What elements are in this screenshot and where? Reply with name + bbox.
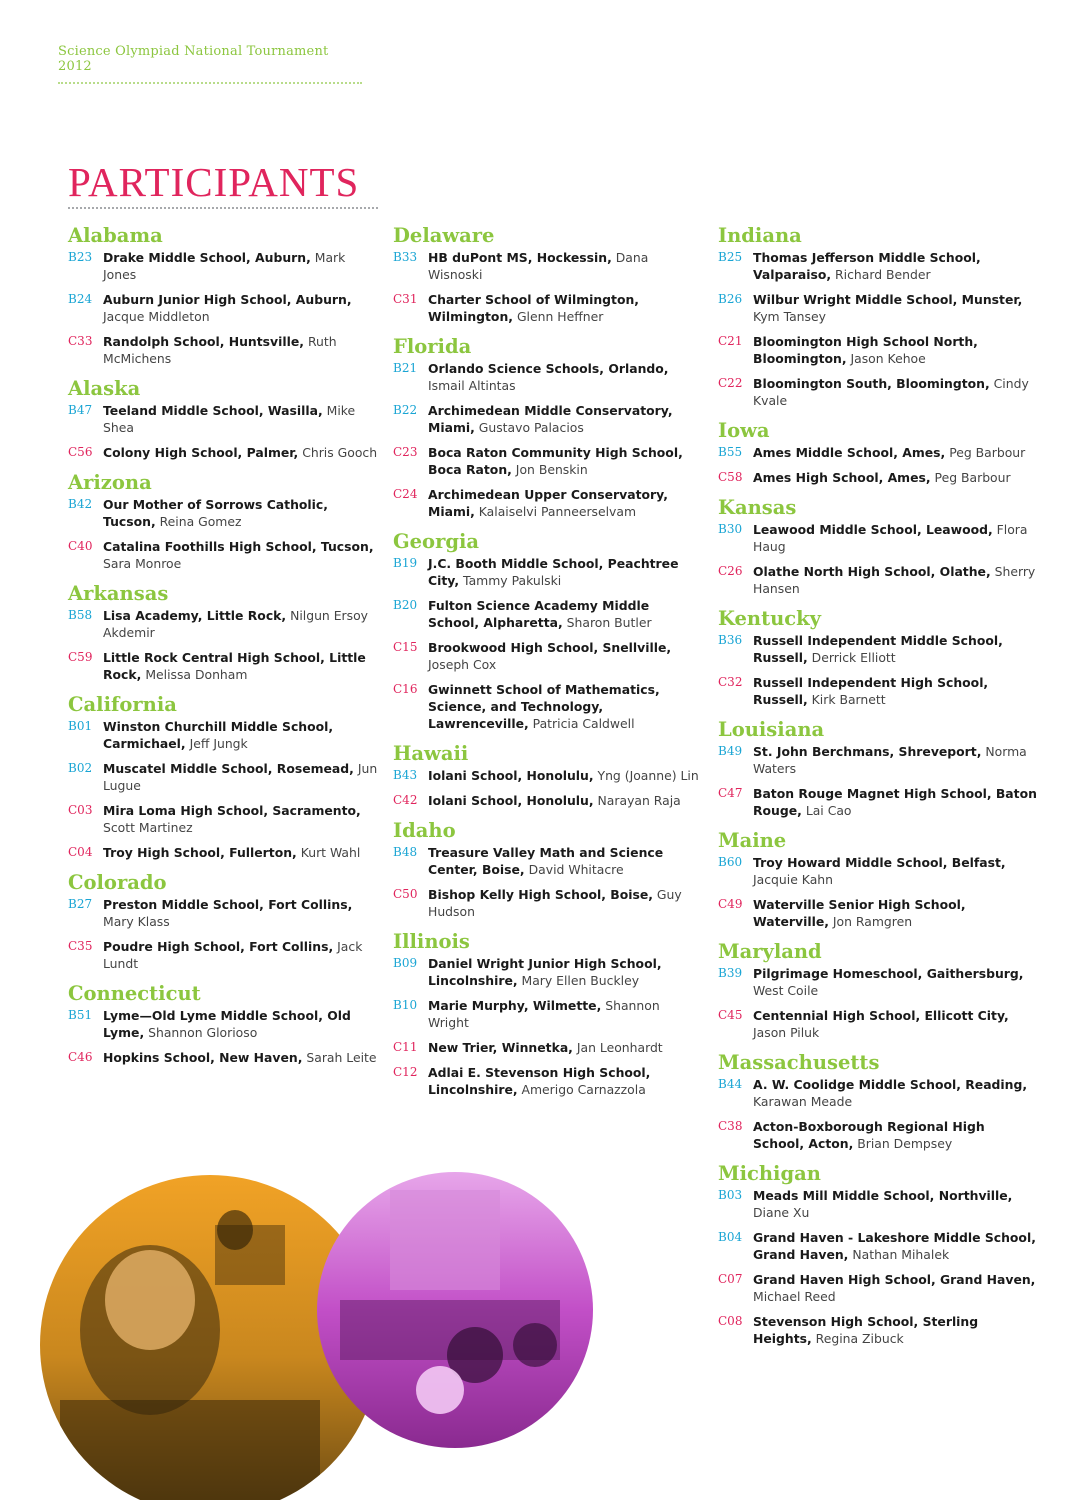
state-section bbox=[718, 938, 1038, 1041]
header-divider bbox=[58, 82, 362, 84]
team-code: B42 bbox=[68, 497, 93, 511]
participant-entry bbox=[393, 555, 703, 589]
school-name: Randolph School, Huntsville, bbox=[103, 334, 304, 349]
participant-entry bbox=[718, 743, 1038, 777]
coach-name: Mary Ellen Buckley bbox=[521, 973, 640, 988]
school-name: Bishop Kelly High School, Boise, bbox=[428, 887, 653, 902]
participant-entry bbox=[68, 444, 378, 461]
participant-entry bbox=[393, 1039, 703, 1056]
state-section bbox=[68, 691, 378, 861]
state-heading: Maine bbox=[718, 829, 787, 852]
coach-name: Jack Lundt bbox=[103, 939, 363, 971]
team-code: B26 bbox=[718, 292, 743, 306]
state-heading: Colorado bbox=[68, 871, 167, 894]
participant-entry bbox=[393, 639, 703, 673]
school-name: Archimedean Upper Conservatory, Miami, bbox=[428, 487, 668, 519]
header-text: Science Olympiad National Tournament 2012 bbox=[58, 44, 329, 74]
school-name: Grand Haven High School, Grand Haven, bbox=[753, 1272, 1036, 1287]
team-code: C45 bbox=[718, 1008, 743, 1022]
school-name: J.C. Booth Middle School, Peachtree City, bbox=[428, 556, 679, 588]
team-code: C38 bbox=[718, 1119, 743, 1133]
team-code: C08 bbox=[718, 1314, 743, 1328]
participant-entry bbox=[718, 785, 1038, 819]
coach-name: Yng (Joanne) Lin bbox=[597, 768, 699, 783]
school-name: Boca Raton Community High School, Boca Raton, bbox=[428, 445, 683, 477]
team-code: B55 bbox=[718, 445, 743, 459]
participant-entry bbox=[718, 632, 1038, 666]
participant-entry bbox=[68, 802, 378, 836]
participant-entry bbox=[718, 1118, 1038, 1152]
participant-entry bbox=[68, 333, 378, 367]
school-name: Iolani School, Honolulu, bbox=[428, 793, 594, 808]
team-code: B24 bbox=[68, 292, 93, 306]
school-name: St. John Berchmans, Shreveport, bbox=[753, 744, 982, 759]
coach-name: Sara Monroe bbox=[103, 556, 182, 571]
school-name: Archimedean Middle Conservatory, Miami, bbox=[428, 403, 673, 435]
state-heading: Hawaii bbox=[393, 742, 469, 765]
running-header bbox=[58, 44, 362, 84]
team-code: B01 bbox=[68, 719, 93, 733]
coach-name: Mary Klass bbox=[103, 914, 170, 929]
coach-name: Guy Hudson bbox=[428, 887, 682, 919]
school-name: Winston Churchill Middle School, Carmichael, bbox=[103, 719, 334, 751]
school-name: Thomas Jefferson Middle School, Valparaiso, bbox=[753, 250, 981, 282]
school-name: Acton-Boxborough Regional High School, Acton, bbox=[753, 1119, 985, 1151]
coach-name: Melissa Donham bbox=[145, 667, 248, 682]
team-code: C33 bbox=[68, 334, 93, 348]
school-name: Catalina Foothills High School, Tucson, bbox=[103, 539, 374, 554]
coach-name: Jun Lugue bbox=[103, 761, 378, 793]
school-name: Troy High School, Fullerton, bbox=[103, 845, 297, 860]
state-heading: Kentucky bbox=[718, 607, 822, 630]
coach-name: Diane Xu bbox=[753, 1205, 810, 1220]
team-code: B10 bbox=[393, 998, 418, 1012]
state-heading: Maryland bbox=[718, 940, 822, 963]
team-code: B36 bbox=[718, 633, 743, 647]
school-name: Hopkins School, New Haven, bbox=[103, 1050, 303, 1065]
school-name: Adlai E. Stevenson High School, Lincolnshire, bbox=[428, 1065, 651, 1097]
state-section bbox=[393, 222, 703, 325]
coach-name: West Coile bbox=[753, 983, 819, 998]
coach-name: Joseph Cox bbox=[428, 657, 497, 672]
coach-name: Regina Zibuck bbox=[815, 1331, 904, 1346]
school-name: Ames High School, Ames, bbox=[753, 470, 931, 485]
school-name: Centennial High School, Ellicott City, bbox=[753, 1008, 1009, 1023]
coach-name: Sarah Leite bbox=[306, 1050, 377, 1065]
state-heading: Kansas bbox=[718, 496, 797, 519]
team-code: B44 bbox=[718, 1077, 743, 1091]
team-code: B47 bbox=[68, 403, 93, 417]
team-code: B30 bbox=[718, 522, 743, 536]
state-heading: Arizona bbox=[68, 471, 152, 494]
participant-entry bbox=[393, 249, 703, 283]
team-code: C42 bbox=[393, 793, 418, 807]
school-name: Colony High School, Palmer, bbox=[103, 445, 299, 460]
state-heading: Massachusetts bbox=[718, 1051, 880, 1074]
column-1 bbox=[68, 222, 378, 1074]
participant-entry bbox=[718, 1007, 1038, 1041]
participant-entry bbox=[68, 538, 378, 572]
coach-name: Chris Gooch bbox=[302, 445, 378, 460]
school-name: Troy Howard Middle School, Belfast, bbox=[753, 855, 1006, 870]
team-code: B48 bbox=[393, 845, 418, 859]
page-title: PARTICIPANTS bbox=[68, 159, 360, 205]
team-code: C24 bbox=[393, 487, 418, 501]
team-code: C23 bbox=[393, 445, 418, 459]
school-name: Pilgrimage Homeschool, Gaithersburg, bbox=[753, 966, 1024, 981]
team-code: B58 bbox=[68, 608, 93, 622]
coach-name: Richard Bender bbox=[835, 267, 931, 282]
state-section bbox=[393, 928, 703, 1098]
team-code: C46 bbox=[68, 1050, 93, 1064]
participant-entry bbox=[718, 1271, 1038, 1305]
team-code: C15 bbox=[393, 640, 418, 654]
participant-entry bbox=[718, 1313, 1038, 1347]
participant-entry bbox=[718, 854, 1038, 888]
school-name: Daniel Wright Junior High School, Lincolnshire, bbox=[428, 956, 662, 988]
coach-name: Reina Gomez bbox=[159, 514, 242, 529]
participant-entry bbox=[68, 496, 378, 530]
team-code: C58 bbox=[718, 470, 743, 484]
participant-entry bbox=[393, 767, 703, 784]
school-name: Russell Independent High School, Russell, bbox=[753, 675, 989, 707]
school-name: Poudre High School, Fort Collins, bbox=[103, 939, 334, 954]
participant-entry bbox=[393, 997, 703, 1031]
state-heading: Iowa bbox=[718, 419, 770, 442]
school-name: Ames Middle School, Ames, bbox=[753, 445, 946, 460]
coach-name: Kalaiselvi Panneerselvam bbox=[478, 504, 637, 519]
state-heading: Delaware bbox=[393, 224, 495, 247]
participant-entry bbox=[393, 291, 703, 325]
participant-entry bbox=[718, 896, 1038, 930]
team-code: B49 bbox=[718, 744, 743, 758]
participant-entry bbox=[393, 444, 703, 478]
school-name: Auburn Junior High School, Auburn, bbox=[103, 292, 352, 307]
school-name: Marie Murphy, Wilmette, bbox=[428, 998, 602, 1013]
coach-name: Jeff Jungk bbox=[189, 736, 248, 751]
state-section bbox=[393, 817, 703, 920]
state-section bbox=[718, 716, 1038, 819]
participant-entry bbox=[718, 521, 1038, 555]
team-code: C40 bbox=[68, 539, 93, 553]
participant-entry bbox=[68, 607, 378, 641]
state-heading: Georgia bbox=[393, 530, 480, 553]
participant-entry bbox=[393, 597, 703, 631]
school-name: Stevenson High School, Sterling Heights, bbox=[753, 1314, 979, 1346]
team-code: B22 bbox=[393, 403, 418, 417]
participant-entry bbox=[718, 249, 1038, 283]
state-section bbox=[68, 222, 378, 367]
state-heading: California bbox=[68, 693, 177, 716]
coach-name: Jason Kehoe bbox=[850, 351, 926, 366]
participant-entry bbox=[68, 291, 378, 325]
participant-entry bbox=[718, 563, 1038, 597]
state-section bbox=[68, 375, 378, 461]
school-name: Fulton Science Academy Middle School, Alpharetta, bbox=[428, 598, 650, 630]
participant-entry bbox=[68, 1049, 378, 1066]
participant-entry bbox=[68, 844, 378, 861]
coach-name: Michael Reed bbox=[753, 1289, 836, 1304]
team-code: B19 bbox=[393, 556, 418, 570]
state-section bbox=[393, 528, 703, 732]
team-code: B09 bbox=[393, 956, 418, 970]
team-code: C32 bbox=[718, 675, 743, 689]
coach-name: Scott Martinez bbox=[103, 820, 193, 835]
column-3 bbox=[718, 222, 1038, 1355]
participant-entry bbox=[68, 896, 378, 930]
school-name: A. W. Coolidge Middle School, Reading, bbox=[753, 1077, 1028, 1092]
state-section bbox=[718, 827, 1038, 930]
team-code: B33 bbox=[393, 250, 418, 264]
state-section bbox=[393, 740, 703, 809]
participant-entry bbox=[718, 333, 1038, 367]
state-heading: Illinois bbox=[393, 930, 470, 953]
state-section bbox=[68, 580, 378, 683]
coach-name: Nilgun Ersoy Akdemir bbox=[103, 608, 369, 640]
coach-name: Nathan Mihalek bbox=[852, 1247, 950, 1262]
participant-entry bbox=[393, 792, 703, 809]
team-code: C11 bbox=[393, 1040, 418, 1054]
team-code: C12 bbox=[393, 1065, 418, 1079]
school-name: Brookwood High School, Snellville, bbox=[428, 640, 672, 655]
team-code: B25 bbox=[718, 250, 743, 264]
school-name: Olathe North High School, Olathe, bbox=[753, 564, 991, 579]
state-heading: Indiana bbox=[718, 224, 802, 247]
participant-entry bbox=[718, 1187, 1038, 1221]
coach-name: Kurt Wahl bbox=[300, 845, 361, 860]
state-section bbox=[718, 417, 1038, 486]
coach-name: Jacque Middleton bbox=[103, 309, 210, 324]
coach-name: Sherry Hansen bbox=[753, 564, 1036, 596]
state-heading: Alaska bbox=[68, 377, 141, 400]
participant-entry bbox=[68, 938, 378, 972]
school-name: Lisa Academy, Little Rock, bbox=[103, 608, 287, 623]
coach-name: Jason Piluk bbox=[753, 1025, 820, 1040]
coach-name: Jan Leonhardt bbox=[576, 1040, 663, 1055]
school-name: Preston Middle School, Fort Collins, bbox=[103, 897, 353, 912]
school-name: Leawood Middle School, Leawood, bbox=[753, 522, 993, 537]
participant-entry bbox=[68, 249, 378, 283]
state-heading: Arkansas bbox=[68, 582, 169, 605]
participant-entry bbox=[718, 965, 1038, 999]
coach-name: Kym Tansey bbox=[753, 309, 826, 324]
team-code: C50 bbox=[393, 887, 418, 901]
participant-entry bbox=[68, 402, 378, 436]
school-name: Mira Loma High School, Sacramento, bbox=[103, 803, 361, 818]
team-code: C22 bbox=[718, 376, 743, 390]
team-code: B21 bbox=[393, 361, 418, 375]
school-name: Iolani School, Honolulu, bbox=[428, 768, 594, 783]
participant-entry bbox=[718, 469, 1038, 486]
coach-name: Lai Cao bbox=[805, 803, 852, 818]
team-code: B39 bbox=[718, 966, 743, 980]
coach-name: Mark Jones bbox=[103, 250, 346, 282]
state-section bbox=[68, 869, 378, 972]
coach-name: Gustavo Palacios bbox=[478, 420, 584, 435]
coach-name: Narayan Raja bbox=[597, 793, 681, 808]
coach-name: Shannon Wright bbox=[428, 998, 660, 1030]
team-code: C49 bbox=[718, 897, 743, 911]
school-name: Our Mother of Sorrows Catholic, Tucson, bbox=[103, 497, 328, 529]
state-section bbox=[718, 494, 1038, 597]
school-name: Russell Independent Middle School, Russell, bbox=[753, 633, 1003, 665]
robot-photo bbox=[317, 1172, 593, 1448]
coach-name: Glenn Heffner bbox=[516, 309, 604, 324]
school-name: Gwinnett School of Mathematics, Science, and Technology, Lawrenceville, bbox=[428, 682, 660, 731]
team-code: B03 bbox=[718, 1188, 743, 1202]
state-heading: Louisiana bbox=[718, 718, 825, 741]
school-name: Meads Mill Middle School, Northville, bbox=[753, 1188, 1013, 1203]
participant-entry bbox=[393, 844, 703, 878]
state-heading: Connecticut bbox=[68, 982, 201, 1005]
school-name: Grand Haven - Lakeshore Middle School, Grand Haven, bbox=[753, 1230, 1036, 1262]
school-name: Little Rock Central High School, Little Rock, bbox=[103, 650, 366, 682]
participant-entry bbox=[393, 1064, 703, 1098]
coach-name: Jon Ramgren bbox=[832, 914, 913, 929]
state-section bbox=[68, 980, 378, 1066]
coach-name: Derrick Elliott bbox=[811, 650, 896, 665]
column-2 bbox=[393, 222, 703, 1106]
team-code: B02 bbox=[68, 761, 93, 775]
participant-entry bbox=[393, 360, 703, 394]
participant-entry bbox=[393, 955, 703, 989]
state-section bbox=[68, 469, 378, 572]
state-section bbox=[718, 222, 1038, 409]
team-code: B43 bbox=[393, 768, 418, 782]
participant-entry bbox=[718, 674, 1038, 708]
coach-name: Ismail Altintas bbox=[428, 378, 516, 393]
team-code: C59 bbox=[68, 650, 93, 664]
team-code: C03 bbox=[68, 803, 93, 817]
coach-name: David Whitacre bbox=[528, 862, 624, 877]
participant-entry bbox=[393, 486, 703, 520]
state-heading: Alabama bbox=[68, 224, 163, 247]
school-name: Lyme—Old Lyme Middle School, Old Lyme, bbox=[103, 1008, 351, 1040]
participant-entry bbox=[68, 760, 378, 794]
coach-name: Amerigo Carnazzola bbox=[521, 1082, 646, 1097]
coach-name: Mike Shea bbox=[103, 403, 356, 435]
school-name: Bloomington South, Bloomington, bbox=[753, 376, 990, 391]
participant-entry bbox=[393, 886, 703, 920]
students-photo bbox=[30, 1170, 390, 1500]
school-name: Orlando Science Schools, Orlando, bbox=[428, 361, 669, 376]
coach-name: Sharon Butler bbox=[566, 615, 652, 630]
coach-name: Jacquie Kahn bbox=[753, 872, 833, 887]
team-code: B04 bbox=[718, 1230, 743, 1244]
school-name: HB duPont MS, Hockessin, bbox=[428, 250, 612, 265]
team-code: C56 bbox=[68, 445, 93, 459]
team-code: C04 bbox=[68, 845, 93, 859]
school-name: Teeland Middle School, Wasilla, bbox=[103, 403, 323, 418]
state-heading: Florida bbox=[393, 335, 472, 358]
coach-name: Flora Haug bbox=[753, 522, 1028, 554]
coach-name: Brian Dempsey bbox=[857, 1136, 953, 1151]
school-name: Drake Middle School, Auburn, bbox=[103, 250, 311, 265]
coach-name: Kirk Barnett bbox=[811, 692, 886, 707]
state-section bbox=[393, 333, 703, 520]
coach-name: Patricia Caldwell bbox=[532, 716, 635, 731]
state-section bbox=[718, 1160, 1038, 1347]
participant-entry bbox=[718, 444, 1038, 461]
coach-name: Peg Barbour bbox=[934, 470, 1011, 485]
coach-name: Ruth McMichens bbox=[103, 334, 337, 366]
participant-entry bbox=[718, 1076, 1038, 1110]
team-code: C35 bbox=[68, 939, 93, 953]
participant-entry bbox=[718, 291, 1038, 325]
school-name: Muscatel Middle School, Rosemead, bbox=[103, 761, 354, 776]
title-divider bbox=[68, 207, 378, 209]
team-code: C26 bbox=[718, 564, 743, 578]
team-code: B27 bbox=[68, 897, 93, 911]
coach-name: Dana Wisnoski bbox=[428, 250, 649, 282]
team-code: C16 bbox=[393, 682, 418, 696]
coach-name: Norma Waters bbox=[753, 744, 1027, 776]
school-name: Bloomington High School North, Bloomington, bbox=[753, 334, 978, 366]
participant-entry bbox=[68, 1007, 378, 1041]
participant-entry bbox=[68, 718, 378, 752]
team-code: C31 bbox=[393, 292, 418, 306]
team-code: B20 bbox=[393, 598, 418, 612]
coach-name: Cindy Kvale bbox=[753, 376, 1029, 408]
team-code: C07 bbox=[718, 1272, 743, 1286]
school-name: Baton Rouge Magnet High School, Baton Rouge, bbox=[753, 786, 1037, 818]
state-heading: Michigan bbox=[718, 1162, 821, 1185]
team-code: B23 bbox=[68, 250, 93, 264]
school-name: Charter School of Wilmington, Wilmington, bbox=[428, 292, 640, 324]
team-code: B51 bbox=[68, 1008, 93, 1022]
participant-entry bbox=[68, 649, 378, 683]
coach-name: Tammy Pakulski bbox=[463, 573, 562, 588]
state-heading: Idaho bbox=[393, 819, 456, 842]
state-section bbox=[718, 1049, 1038, 1152]
school-name: New Trier, Winnetka, bbox=[428, 1040, 573, 1055]
state-section bbox=[718, 605, 1038, 708]
coach-name: Peg Barbour bbox=[949, 445, 1026, 460]
team-code: C47 bbox=[718, 786, 743, 800]
school-name: Treasure Valley Math and Science Center, Boise, bbox=[428, 845, 664, 877]
participant-entry bbox=[393, 681, 703, 732]
participant-entry bbox=[393, 402, 703, 436]
coach-name: Jon Benskin bbox=[515, 462, 588, 477]
school-name: Waterville Senior High School, Waterville, bbox=[753, 897, 966, 929]
coach-name: Shannon Glorioso bbox=[148, 1025, 258, 1040]
participant-entry bbox=[718, 375, 1038, 409]
participant-entry bbox=[718, 1229, 1038, 1263]
team-code: B60 bbox=[718, 855, 743, 869]
school-name: Wilbur Wright Middle School, Munster, bbox=[753, 292, 1023, 307]
coach-name: Karawan Meade bbox=[753, 1094, 853, 1109]
team-code: C21 bbox=[718, 334, 743, 348]
